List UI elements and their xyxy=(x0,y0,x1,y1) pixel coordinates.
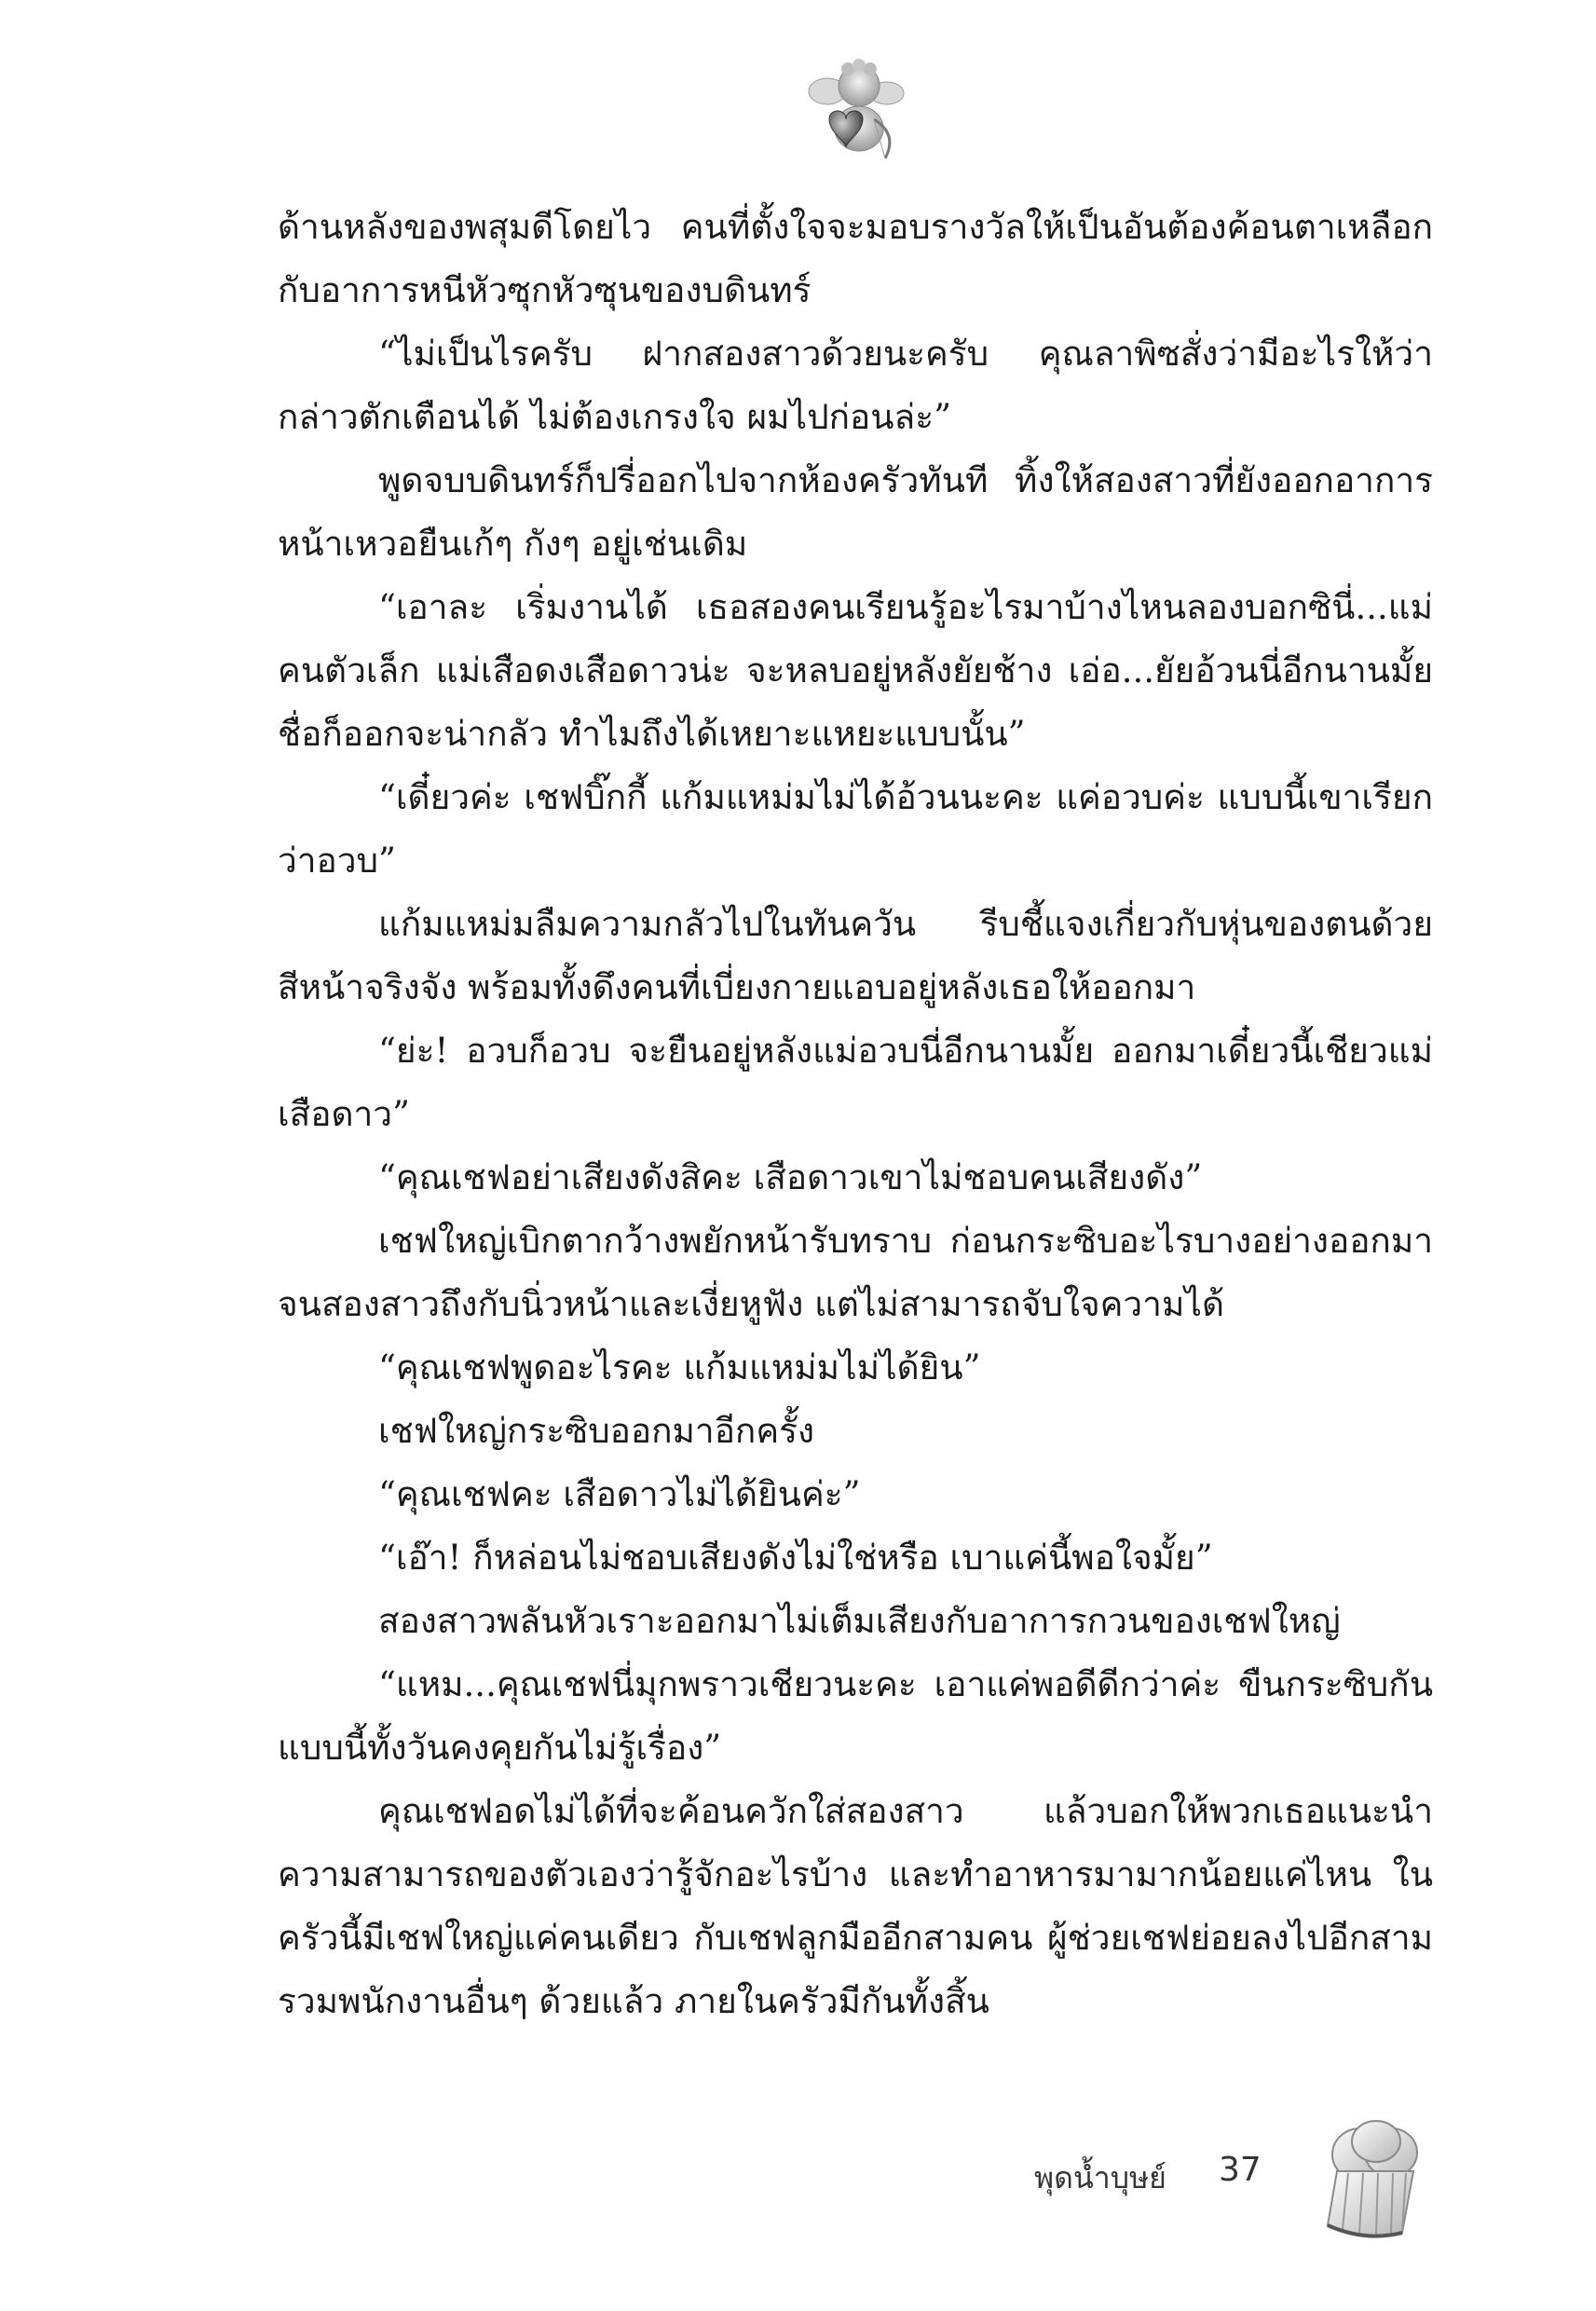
paragraph: “ไม่เป็นไรครับ ฝากสองสาวด้วยนะครับ คุณลาพิซสั่งว่ามีอะไรให้ว่ากล่าวตักเตือนได้ ไม่ต้องเกรงใจ ผมไปก่อนล่ะ” xyxy=(278,334,1433,437)
paragraph: เชฟใหญ่กระซิบออกมาอีกครั้ง xyxy=(378,1411,815,1451)
paragraph: “เอ๊า! ก็หล่อนไม่ชอบเสียงดังไม่ใช่หรือ เบาแค่นี้พอใจมั้ย” xyxy=(378,1538,1213,1578)
paragraph: “แหม...คุณเชฟนี่มุกพราวเชียวนะคะ เอาแค่พอดีดีกว่าค่ะ ขืนกระซิบกันแบบนี้ทั้งวันคงคุยกันไม่รู้เรื่อง” xyxy=(278,1664,1433,1768)
paragraph: “คุณเชฟคะ เสือดาวไม่ได้ยินค่ะ” xyxy=(378,1474,861,1514)
paragraph: “เดี๋ยวค่ะ เชฟบิ๊กกี้ แก้มแหม่มไม่ได้อ้วนนะคะ แค่อวบค่ะ แบบนี้เขาเรียกว่าอวบ” xyxy=(278,777,1433,881)
book-title: พุดน้ำบุษย์ xyxy=(1034,2160,1166,2195)
page-number: 37 xyxy=(1219,2151,1262,2189)
paragraph: “เอาละ เริ่มงานได้ เธอสองคนเรียนรู้อะไรมาบ้างไหนลองบอกซินี่...แม่คนตัวเล็ก แม่เสือดงเสือดาวน่ะ จะหลบอยู่หลังยัยช้าง เอ่อ...ยัยอ้วนนี่อีกนานมั้ย ชื่อก็ออกจะน่ากลัว ทำไมถึงได้เหยาะแหยะแบบนั้น” xyxy=(278,587,1433,754)
paragraph: พูดจบบดินทร์ก็ปรี่ออกไปจากห้องครัวทันที ทิ้งให้สองสาวที่ยังออกอาการหน้าเหวอยืนเก้ๆ กังๆ อยู่เช่นเดิม xyxy=(278,460,1433,564)
body-text xyxy=(278,196,1433,2033)
paragraph: คุณเชฟอดไม่ได้ที่จะค้อนควักใส่สองสาว แล้วบอกให้พวกเธอแนะนำความสามารถของตัวเองว่ารู้จักอะไรบ้าง และทำอาหารมามากน้อยแค่ไหน ในครัวนี้มีเชฟใหญ่แค่คนเดียว กับเชฟลูกมืออีกสามคน ผู้ช่วยเชฟย่อยลงไปอีกสาม รวมพนักงานอื่นๆ ด้วยแล้ว ภายในครัวมีกันทั้งสิ้น xyxy=(278,1791,1433,2021)
cherub-with-heart-icon xyxy=(801,54,913,166)
paragraph: ด้านหลังของพสุมดีโดยไว คนที่ตั้งใจจะมอบรางวัลให้เป็นอันต้องค้อนตาเหลือกกับอาการหนีหัวซุกหัวซุนของบดินทร์ xyxy=(278,207,1433,310)
chef-hat-icon xyxy=(1309,2115,1430,2246)
paragraph: สองสาวพลันหัวเราะออกมาไม่เต็มเสียงกับอาการกวนของเชฟใหญ่ xyxy=(378,1601,1341,1641)
paragraph: “คุณเชฟพูดอะไรคะ แก้มแหม่มไม่ได้ยิน” xyxy=(378,1347,981,1388)
paragraph: “ย่ะ! อวบก็อวบ จะยืนอยู่หลังแม่อวบนี่อีกนานมั้ย ออกมาเดี๋ยวนี้เชียวแม่เสือดาว” xyxy=(278,1031,1433,1134)
paragraph: เชฟใหญ่เบิกตากว้างพยักหน้ารับทราบ ก่อนกระซิบอะไรบางอย่างออกมาจนสองสาวถึงกับนิ่วหน้าและเงี่ยหูฟัง แต่ไม่สามารถจับใจความได้ xyxy=(278,1221,1433,1324)
paragraph: แก้มแหม่มลืมความกลัวไปในทันควัน รีบชี้แจงเกี่ยวกับหุ่นของตนด้วยสีหน้าจริงจัง พร้อมทั้งดึงคนที่เบี่ยงกายแอบอยู่หลังเธอให้ออกมา xyxy=(278,904,1433,1007)
paragraph: “คุณเชฟอย่าเสียงดังสิคะ เสือดาวเขาไม่ชอบคนเสียงดัง” xyxy=(378,1157,1203,1197)
page-footer xyxy=(0,2115,1596,2264)
